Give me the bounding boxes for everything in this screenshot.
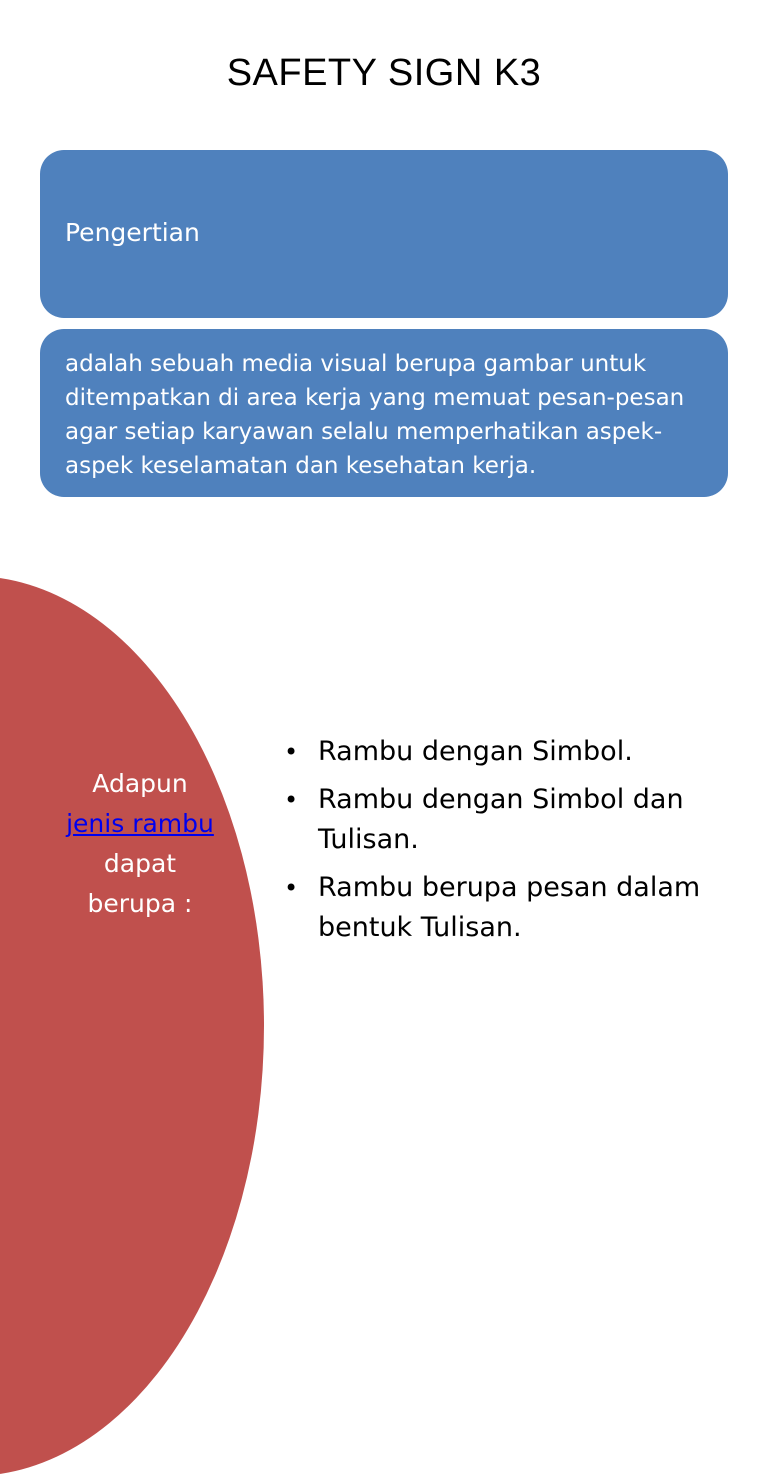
intro-line-2: dapat	[103, 849, 177, 878]
definition-heading-box	[40, 150, 728, 318]
list-item-text: Rambu berupa pesan dalam bentuk Tulisan.	[318, 872, 701, 943]
sign-types-link[interactable]: jenis rambu	[66, 809, 214, 838]
list-item-text: Rambu dengan Simbol.	[318, 736, 633, 767]
slide-title: SAFETY SIGN K3	[226, 52, 542, 94]
list-item-text: Rambu dengan Simbol dan Tulisan.	[318, 784, 684, 855]
definition-body: adalah sebuah media visual berupa gambar untuk ditempatkan di area kerja yang memuat pesan-pesan agar setiap karyawan selalu memperhatikan aspek-aspek keselamatan dan kesehatan kerja.	[65, 351, 685, 479]
intro-line-1: Adapun	[92, 769, 188, 798]
list-item	[284, 868, 754, 948]
sign-types-list	[284, 732, 754, 956]
bullet-icon: •	[284, 786, 299, 814]
list-item	[284, 732, 754, 772]
bullet-icon: •	[284, 874, 299, 902]
list-item	[284, 780, 754, 860]
definition-heading: Pengertian	[65, 218, 200, 247]
intro-line-3: berupa :	[87, 889, 193, 918]
bullet-icon: •	[284, 738, 299, 766]
definition-body-box	[40, 329, 728, 497]
sign-types-intro	[40, 764, 240, 924]
red-circle-decoration	[0, 576, 264, 1476]
